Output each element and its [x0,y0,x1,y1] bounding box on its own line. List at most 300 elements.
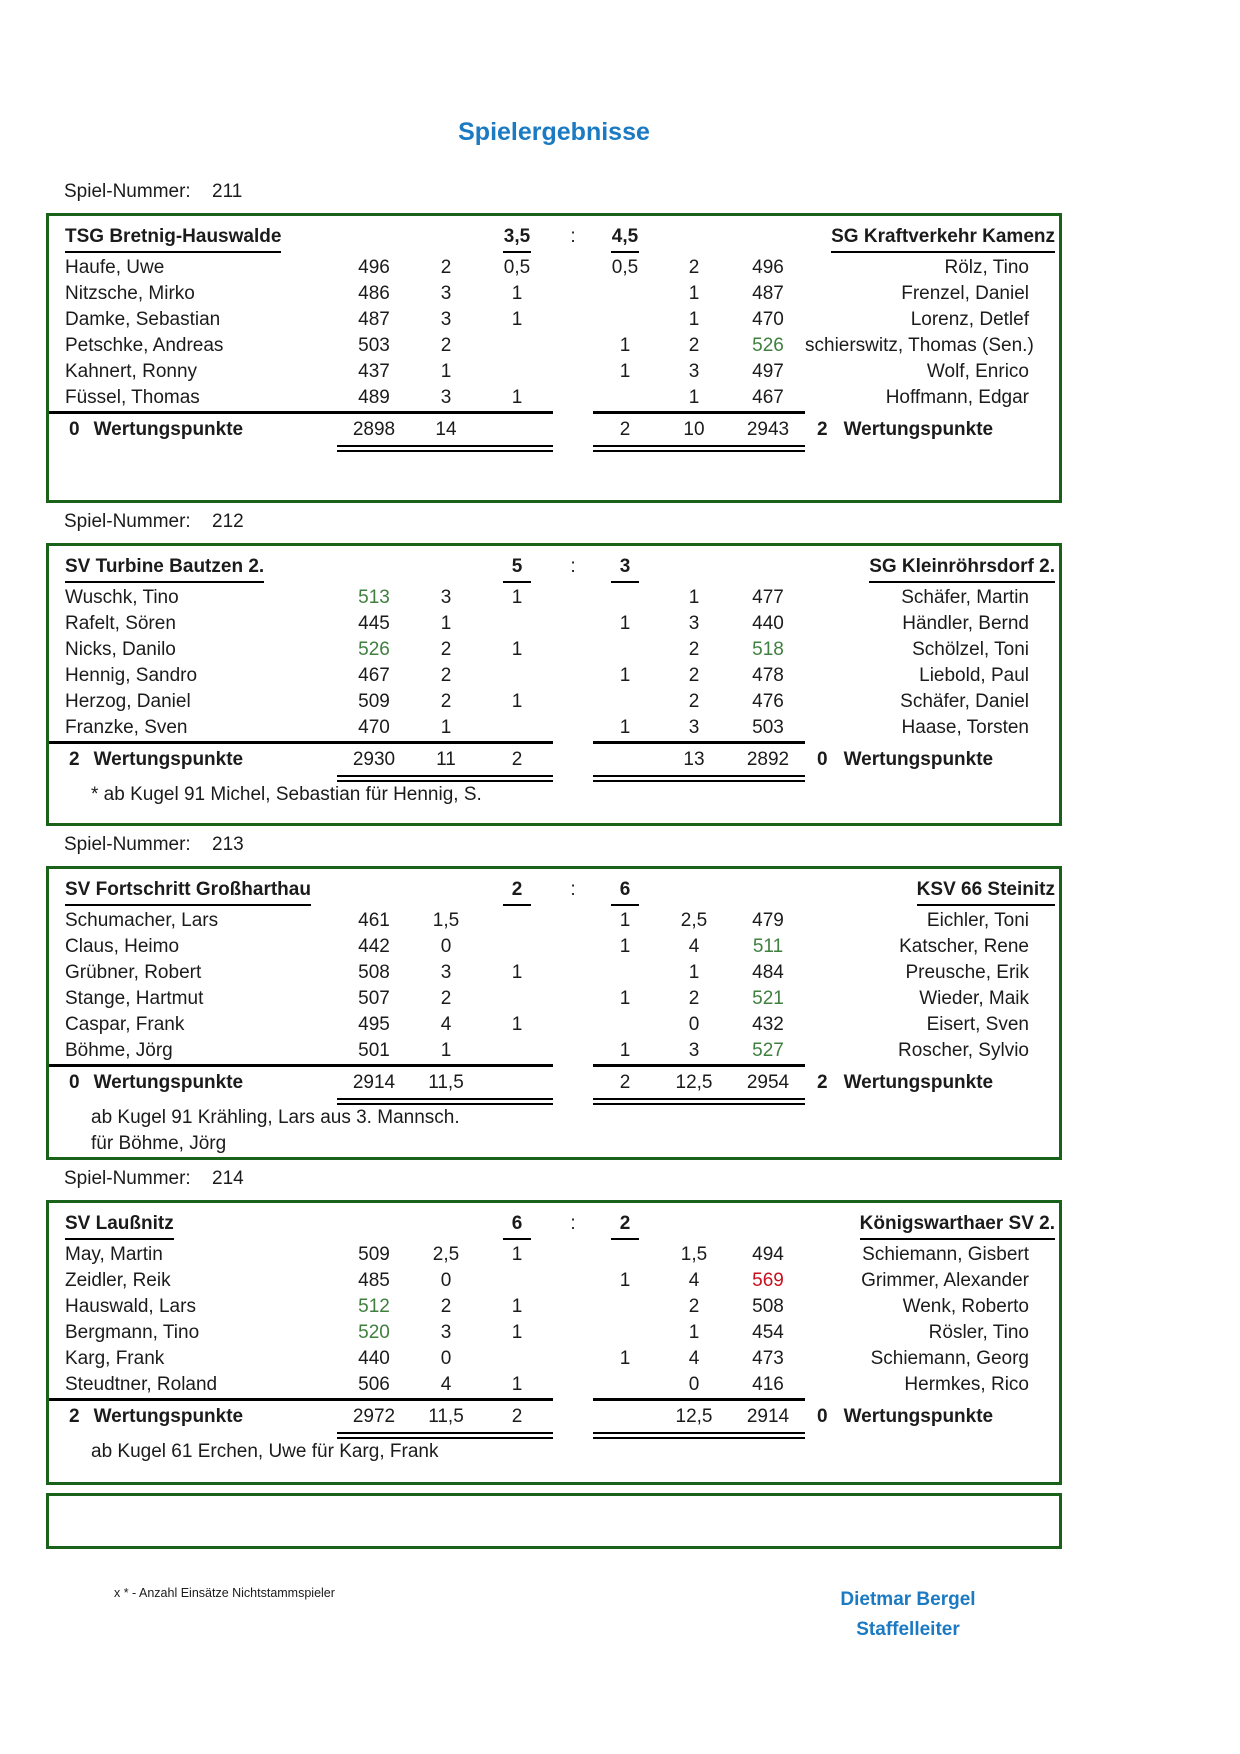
home-score-cell [481,546,553,585]
page-title: Spielergebnisse [458,118,650,146]
setpoints-home: 1 [411,1038,481,1067]
setpoints-home: 3 [440,283,452,304]
matchpoints-away: 1 [619,1348,631,1369]
points-label: Wertungspunkte [843,1406,994,1427]
home-points-cell [49,1067,337,1105]
spiel-number-label: Spiel-Nummer: [64,181,191,202]
matchpoints-home [481,333,553,359]
pins-away: 518 [752,639,784,660]
matchpoints-away: 0,5 [611,257,639,278]
home-team-cell [49,1203,481,1242]
separator-spacer [553,307,593,333]
away-team-name: SG Kleinröhrsdorf 2. [869,554,1055,583]
spiel-number-value: 212 [212,511,244,532]
home-points-cell [49,414,337,452]
pins-away: 432 [752,1014,784,1035]
pins-home: 489 [337,385,411,414]
player-name-away: Eisert, Sven [926,1014,1029,1035]
player-name-away: Schäfer, Daniel [900,691,1029,712]
away-team-name: KSV 66 Steinitz [917,877,1055,906]
separator-spacer [553,281,593,307]
pins-away: 454 [752,1322,784,1343]
results-table [46,213,1062,503]
setpoints-home: 1,5 [432,910,460,931]
pins-home: 487 [358,309,390,330]
separator-spacer [553,1268,593,1294]
matchpoints-home [481,611,553,637]
setpoints-away: 2 [688,257,700,278]
totals-matchpoints-away: 2 [593,1067,657,1105]
pins-home: 508 [358,962,390,983]
spiel-number-line [46,507,1062,537]
away-points-value: 2 [817,1072,828,1093]
totals-pins-home: 2914 [337,1067,411,1105]
setpoints-home: 2 [440,988,452,1009]
player-row [49,1294,1059,1320]
player-name-away: Schiemann, Georg [870,1348,1029,1369]
pins-away: 521 [752,988,784,1009]
pins-home: 512 [358,1296,390,1317]
pins-away: 496 [752,257,784,278]
spiel-number-label: Spiel-Nummer: [64,834,191,855]
setpoints-away: 4 [688,1348,700,1369]
setpoints-home: 2 [440,665,452,686]
player-row [49,1242,1059,1268]
totals-row [49,744,1059,782]
player-name-home: Zeidler, Reik [65,1270,171,1291]
home-score-cell [481,869,553,908]
setpoints-away: 2 [688,1296,700,1317]
home-points-value: 2 [69,749,80,770]
matchpoints-away [593,960,657,986]
player-name-away: Rölz, Tino [944,257,1029,278]
matchpoints-home: 1 [511,1322,523,1343]
empty-results-box [46,1493,1062,1549]
setpoints-home: 2 [440,639,452,660]
setpoints-home: 2,5 [432,1244,460,1265]
pins-away: 467 [731,385,805,414]
player-row [49,663,1059,689]
totals-row [49,1067,1059,1105]
setpoints-away: 3 [657,1038,731,1067]
player-name-away: Wenk, Roberto [902,1296,1029,1317]
matchpoints-away [593,637,657,663]
totals-matchpoints-home [481,1067,553,1105]
player-name-away: Rösler, Tino [928,1322,1029,1343]
player-row [49,715,1059,744]
player-row [49,689,1059,715]
results-table [46,866,1062,1160]
substitution-footnote: für Böhme, Jörg [91,1133,227,1154]
totals-setpoints-away: 12,5 [657,1401,731,1439]
pins-away: 494 [752,1244,784,1265]
player-name-away: Schiemann, Gisbert [862,1244,1029,1265]
player-row [49,986,1059,1012]
separator-spacer [553,908,593,934]
player-row [49,585,1059,611]
away-score: 3 [611,554,639,583]
match-section [46,1164,1062,1485]
pins-away: 511 [752,936,784,957]
points-label: Wertungspunkte [93,419,244,440]
matchpoints-away [593,1294,657,1320]
matchpoints-home [481,359,553,385]
player-row [49,1268,1059,1294]
totals-setpoints-away: 10 [657,414,731,452]
player-name-away: Eichler, Toni [926,910,1029,931]
pins-home: 461 [358,910,390,931]
setpoints-home: 4 [411,1372,481,1401]
home-points-value: 0 [69,1072,80,1093]
match-section [46,830,1062,1160]
player-name-home: Stange, Hartmut [65,988,204,1009]
matchpoints-away: 1 [619,988,631,1009]
totals-setpoints-home: 11,5 [411,1401,481,1439]
player-name-home: Franzke, Sven [49,715,337,744]
matchpoints-away: 1 [593,1038,657,1067]
away-team-cell [657,216,1059,255]
pins-away: 440 [752,613,784,634]
matchpoints-home: 1 [511,587,523,608]
player-row [49,960,1059,986]
setpoints-home: 2 [440,257,452,278]
setpoints-home: 2 [440,335,452,356]
player-row [49,1320,1059,1346]
player-name-home: Wuschk, Tino [65,587,179,608]
points-label: Wertungspunkte [843,1072,994,1093]
totals-matchpoints-away: 2 [593,414,657,452]
matchpoints-away: 1 [619,361,631,382]
home-score: 3,5 [503,224,531,253]
away-points-value: 0 [817,1406,828,1427]
matchpoints-away [593,1012,657,1038]
matchpoints-home: 1 [481,1372,553,1401]
pins-home: 440 [358,1348,390,1369]
setpoints-away: 2 [688,335,700,356]
spiel-number-line [46,830,1062,860]
score-separator: : [570,226,576,247]
player-name-away: Schölzel, Toni [912,639,1029,660]
player-name-away: Liebold, Paul [919,665,1029,686]
player-name-away: Roscher, Sylvio [898,1040,1029,1061]
pins-home: 467 [358,665,390,686]
matchpoints-away: 1 [619,665,631,686]
separator-spacer [553,637,593,663]
setpoints-home: 4 [440,1014,452,1035]
home-score: 2 [503,877,531,906]
player-row [49,908,1059,934]
home-points-cell [49,744,337,782]
separator-spacer [553,1320,593,1346]
setpoints-home: 1 [440,361,452,382]
away-score-cell [593,869,657,908]
matchpoints-away [593,1320,657,1346]
pins-away: 484 [752,962,784,983]
matchpoints-away: 1 [619,1270,631,1291]
pins-away: 477 [752,587,784,608]
totals-setpoints-home: 11,5 [411,1067,481,1105]
setpoints-home: 2 [440,691,452,712]
player-name-home: Nicks, Danilo [65,639,176,660]
setpoints-away: 1 [688,587,700,608]
home-team-name: SV Turbine Bautzen 2. [65,554,264,583]
separator-spacer [553,1346,593,1372]
separator-spacer [553,934,593,960]
away-points-cell [805,1067,1059,1105]
pins-home: 513 [358,587,390,608]
home-team-cell [49,546,481,585]
home-score-cell [481,216,553,255]
setpoints-home: 3 [440,962,452,983]
matchpoints-away: 1 [619,910,631,931]
pins-home: 526 [358,639,390,660]
separator-spacer [553,414,593,452]
player-name-away: Wieder, Maik [919,988,1029,1009]
separator-spacer [553,385,593,414]
home-score: 5 [503,554,531,583]
away-points-cell [805,1401,1059,1439]
separator-spacer [553,1294,593,1320]
player-row [49,1346,1059,1372]
spiel-number-value: 213 [212,834,244,855]
totals-setpoints-home: 14 [411,414,481,452]
pins-home: 496 [358,257,390,278]
spiel-number-label: Spiel-Nummer: [64,1168,191,1189]
separator-spacer [553,1038,593,1067]
pins-home: 486 [358,283,390,304]
away-points-value: 2 [817,419,828,440]
score-separator: : [570,879,576,900]
totals-setpoints-away: 12,5 [657,1067,731,1105]
away-score: 2 [611,1211,639,1240]
totals-setpoints-away: 13 [657,744,731,782]
pins-away: 476 [752,691,784,712]
team-header-row [49,1203,1059,1242]
player-row [49,611,1059,637]
totals-pins-home: 2898 [337,414,411,452]
separator-spacer [553,585,593,611]
player-name-away: Grimmer, Alexander [861,1270,1029,1291]
matchpoints-away [593,585,657,611]
setpoints-away: 2 [688,691,700,712]
matchpoints-home [481,934,553,960]
matchpoints-home: 0,5 [503,257,531,278]
home-team-cell [49,216,481,255]
player-name-home: Hennig, Sandro [65,665,198,686]
separator-spacer [553,1242,593,1268]
player-name-home: Hauswald, Lars [65,1296,196,1317]
player-row [49,1012,1059,1038]
setpoints-home: 0 [440,1270,452,1291]
match-section [46,177,1062,503]
away-team-name: SG Kraftverkehr Kamenz [831,224,1055,253]
player-name-away: Katscher, Rene [899,936,1029,957]
player-name-away: Schäfer, Martin [901,587,1029,608]
matchpoints-home: 1 [511,283,523,304]
player-name-home: Schumacher, Lars [65,910,219,931]
setpoints-away: 1 [688,962,700,983]
matchpoints-home: 1 [511,309,523,330]
setpoints-away: 2 [688,988,700,1009]
separator-spacer [553,333,593,359]
separator-spacer [553,663,593,689]
away-team-name: Königswarthaer SV 2. [860,1211,1055,1240]
pins-home: 437 [358,361,390,382]
separator-spacer [553,1372,593,1401]
setpoints-away: 0 [657,1372,731,1401]
player-name-home: Caspar, Frank [65,1014,185,1035]
home-points-value: 2 [69,1406,80,1427]
matchpoints-home: 1 [481,385,553,414]
pins-away: 527 [731,1038,805,1067]
pins-home: 470 [337,715,411,744]
team-header-row [49,869,1059,908]
points-label: Wertungspunkte [843,419,994,440]
substitution-footnote: ab Kugel 91 Krähling, Lars aus 3. Mannsch. [91,1107,460,1128]
pins-away: 526 [752,335,784,356]
setpoints-away: 1 [688,283,700,304]
player-name-home: Steudtner, Roland [49,1372,337,1401]
player-name-home: Böhme, Jörg [49,1038,337,1067]
team-header-row [49,546,1059,585]
totals-row [49,414,1059,452]
player-row [49,333,1059,359]
setpoints-home: 3 [440,587,452,608]
player-name-home: Rafelt, Sören [65,613,176,634]
results-sheet [46,0,1062,1645]
matchpoints-away [593,689,657,715]
home-score-cell [481,1203,553,1242]
player-name-away: Preusche, Erik [905,962,1029,983]
totals-matchpoints-home: 2 [481,744,553,782]
setpoints-away: 4 [688,1270,700,1291]
setpoints-away: 1 [688,309,700,330]
away-team-cell [657,546,1059,585]
player-row [49,255,1059,281]
player-name-home: Füssel, Thomas [49,385,337,414]
separator-spacer [553,715,593,744]
pins-away: 479 [752,910,784,931]
pins-away: 487 [752,283,784,304]
away-team-cell [657,869,1059,908]
home-team-name: SV Fortschritt Großharthau [65,877,311,906]
setpoints-away: 1 [657,385,731,414]
player-name-away: Händler, Bernd [902,613,1029,634]
matchpoints-home: 1 [511,639,523,660]
separator-spacer [553,689,593,715]
player-row [49,637,1059,663]
matchpoints-away: 1 [593,715,657,744]
setpoints-home: 3 [440,1322,452,1343]
setpoints-away: 2 [688,639,700,660]
player-row [49,385,1059,414]
matchpoints-home [481,986,553,1012]
home-team-cell [49,869,481,908]
pins-away: 497 [752,361,784,382]
separator-spacer [553,611,593,637]
setpoints-away: 4 [688,936,700,957]
setpoints-away: 1 [688,1322,700,1343]
totals-pins-home: 2972 [337,1401,411,1439]
matchpoints-home [481,1346,553,1372]
player-row [49,359,1059,385]
pins-away: 478 [752,665,784,686]
matchpoints-home [481,715,553,744]
setpoints-home: 1 [411,715,481,744]
separator-spacer [553,1401,593,1439]
home-points-cell [49,1401,337,1439]
totals-row [49,1401,1059,1439]
player-name-away: Frenzel, Daniel [901,283,1029,304]
away-score: 6 [611,877,639,906]
away-points-cell [805,744,1059,782]
legend-note: x * - Anzahl Einsätze Nichtstammspieler [114,1586,335,1600]
spiel-number-line [46,177,1062,207]
totals-pins-away: 2892 [731,744,805,782]
away-score-cell [593,216,657,255]
setpoints-away: 3 [688,613,700,634]
matchpoints-home: 1 [511,1014,523,1035]
pins-home: 501 [337,1038,411,1067]
setpoints-home: 0 [440,936,452,957]
pins-away: 569 [752,1270,784,1291]
pins-home: 442 [358,936,390,957]
away-score: 4,5 [611,224,639,253]
pins-home: 506 [337,1372,411,1401]
matchpoints-home: 1 [511,691,523,712]
away-points-cell [805,414,1059,452]
separator-spacer [553,359,593,385]
player-name-home: Petschke, Andreas [65,335,224,356]
matchpoints-home [481,908,553,934]
match-section [46,507,1062,826]
pins-away: 508 [752,1296,784,1317]
totals-pins-away: 2914 [731,1401,805,1439]
away-points-value: 0 [817,749,828,770]
player-name-home: Karg, Frank [65,1348,165,1369]
setpoints-away: 1,5 [680,1244,708,1265]
substitution-footnote: ab Kugel 61 Erchen, Uwe für Karg, Frank [91,1441,439,1462]
matchpoints-away [593,385,657,414]
points-label: Wertungspunkte [93,749,244,770]
points-label: Wertungspunkte [93,1072,244,1093]
matchpoints-away: 1 [619,335,631,356]
pins-home: 445 [358,613,390,634]
player-name-away: Lorenz, Detlef [910,309,1029,330]
spiel-number-label: Spiel-Nummer: [64,511,191,532]
setpoints-home: 1 [440,613,452,634]
matchpoints-home: 1 [511,1296,523,1317]
totals-matchpoints-home [481,414,553,452]
player-name-away: schierswitz, Thomas (Sen.) [805,335,1034,356]
player-row [49,934,1059,960]
setpoints-away: 3 [688,361,700,382]
results-table [46,543,1062,826]
totals-pins-away: 2943 [731,414,805,452]
player-name-home: Haufe, Uwe [65,257,165,278]
home-team-name: SV Laußnitz [65,1211,174,1240]
separator-spacer [553,986,593,1012]
away-team-cell [657,1203,1059,1242]
setpoints-away: 0 [688,1014,700,1035]
player-name-home: Nitzsche, Mirko [65,283,195,304]
player-name-away: Hermkes, Rico [904,1374,1029,1395]
player-name-home: Herzog, Daniel [65,691,191,712]
matchpoints-home [481,663,553,689]
pins-home: 509 [358,1244,390,1265]
totals-pins-away: 2954 [731,1067,805,1105]
player-name-home: Kahnert, Ronny [65,361,198,382]
